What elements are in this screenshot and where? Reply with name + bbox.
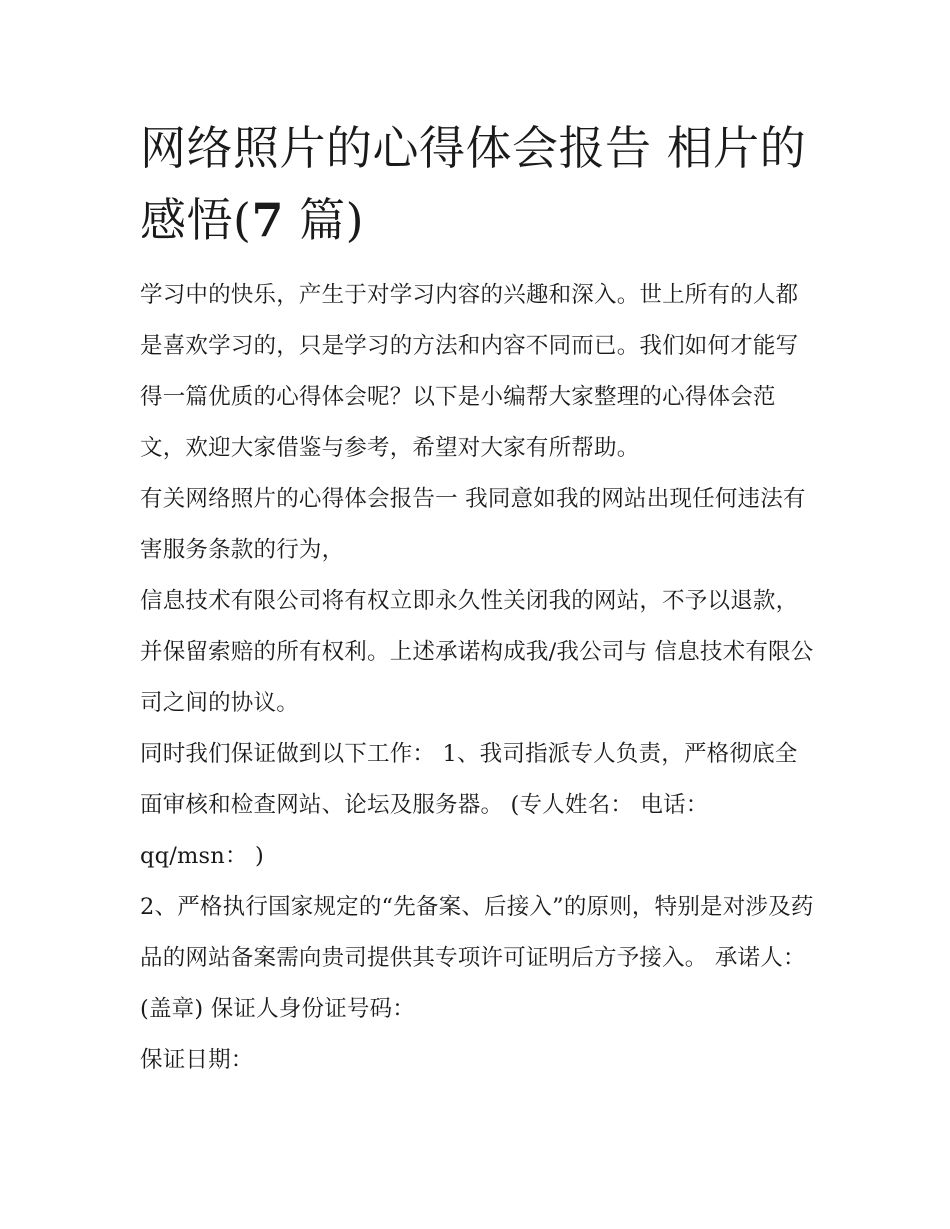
document-title <box>140 112 815 256</box>
intro-paragraph: 学习中的快乐，产生于对学习内容的兴趣和深入。世上所有的人都是喜欢学习的，只是学习的方法和内容不同而已。我们如何才能写得一篇优质的心得体会呢？以下是小编帮大家整理的心得体会范文，欢迎大家借鉴与参考，希望对大家有所帮助。 <box>140 282 799 461</box>
document-title-count: 7 <box>251 193 284 247</box>
commitment-item-1: 同时我们保证做到以下工作： 1、我司指派专人负责，严格彻底全面审核和检查网站、论坛及服务器。 (专人姓名： 电话：qq/msn： ) <box>140 741 798 869</box>
document-title-tail: 篇) <box>283 193 365 247</box>
guarantee-date: 保证日期： <box>140 1047 254 1073</box>
report-heading-paragraph: 有关网络照片的心得体会报告一 我同意如我的网站出现任何违法有害服务条款的行为， <box>140 486 806 563</box>
agreement-paragraph: 信息技术有限公司将有权立即永久性关闭我的网站，不予以退款，并保留索赔的所有权利。上述承诺构成我/我公司与 信息技术有限公司之间的协议。 <box>140 588 814 716</box>
document-title-main: 网络照片的心得体会报告 相片的感悟( <box>140 121 807 247</box>
document-page <box>140 112 815 1086</box>
commitment-item-2: 2、严格执行国家规定的“先备案、后接入”的原则，特别是对涉及药品的网站备案需向贵司提供其专项许可证明后方予接入。 承诺人：(盖章) 保证人身份证号码： <box>140 894 814 1022</box>
